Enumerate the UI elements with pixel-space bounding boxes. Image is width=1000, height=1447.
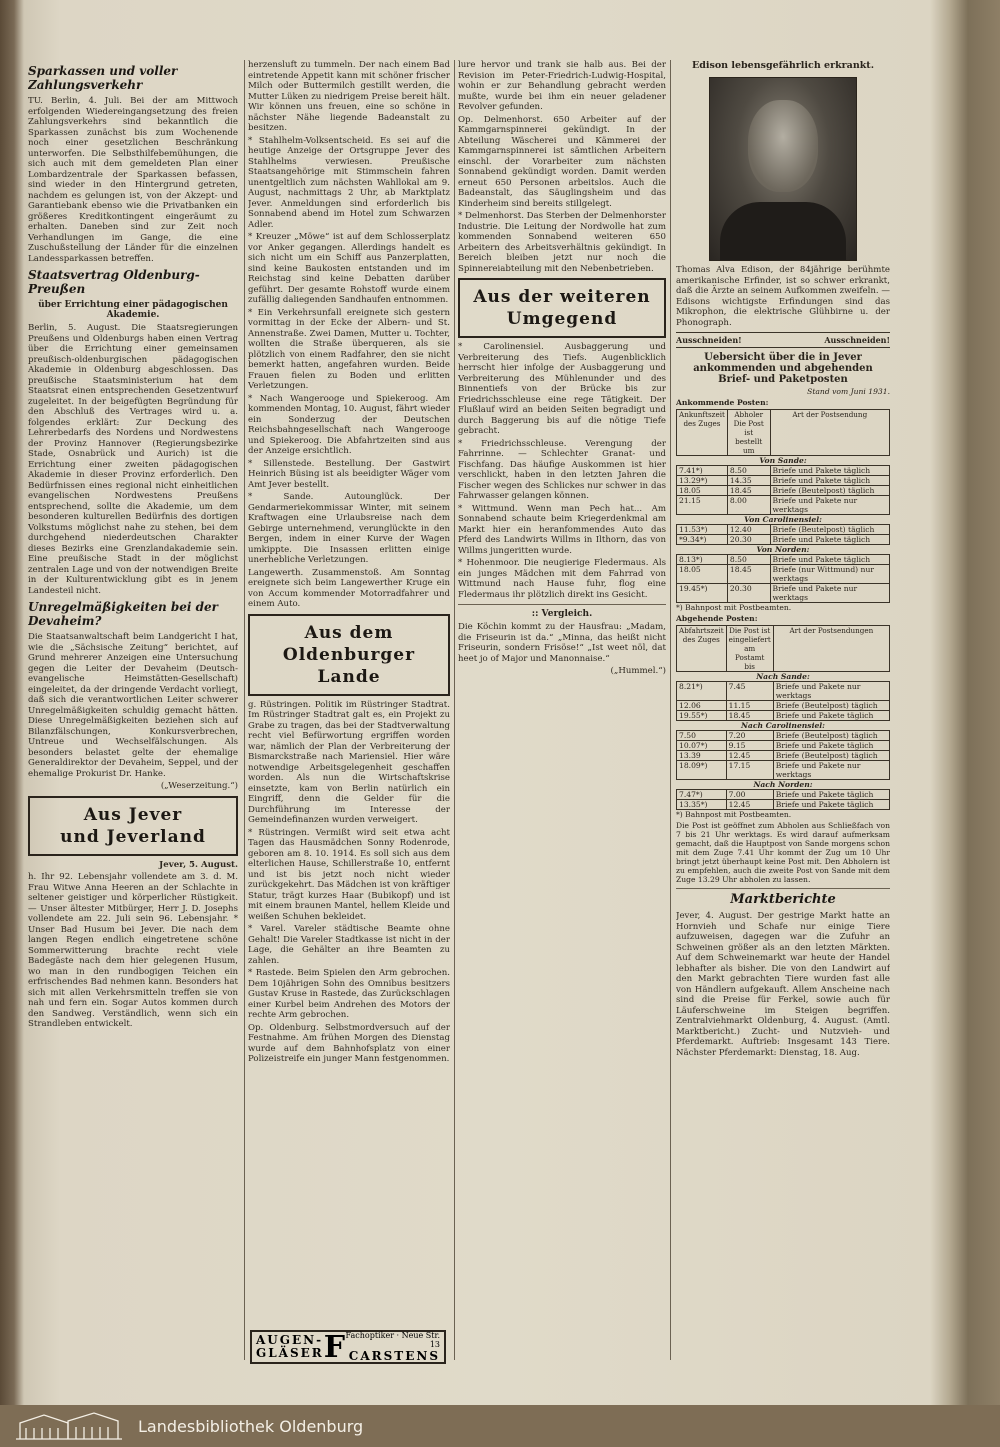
mail-type-cell: Briefe und Pakete nur werktags: [770, 584, 890, 603]
column-header: Die Post ist eingeliefert am Postamt bis: [726, 626, 773, 672]
article-text: * Wittmund. Wenn man Pech hat... Am Sonnabend schaute beim Kriegerdenkmal am Markt hier ein heranfommendes Auto das Pferd des Landwirts Willms in Ilthorn, das von Willms jungeritten wurde.: [458, 503, 666, 556]
schedule-row: [677, 555, 890, 565]
article-text: * Rüstringen. Vermißt wird seit etwa acht Tagen das Hausmädchen Sonny Rodenrode, geboren am 8. 10. 1914. Es soll sich aus dem elterlichen Hause, Schillerstraße 10, entfernt und ist bis jetzt noch nicht wieder zurückgekehrt. Das Mädchen ist von kräftiger Statur, trägt kurzes Haar (Bubikopf) und ist mit einem braunen Mantel, hellem Kleide und weißen Schuhen bekleidet.: [248, 827, 450, 922]
post-time-cell: 14.35: [727, 476, 770, 486]
train-time-cell: 21.15: [677, 496, 728, 515]
advert-line: GLÄSER: [256, 1346, 324, 1360]
headline: Staatsvertrag Oldenburg-Preußen: [28, 268, 200, 296]
divider: [458, 604, 666, 605]
post-time-cell: 8.50: [727, 555, 770, 565]
table-footnote: *) Bahnpost mit Postbeamten.: [676, 603, 792, 612]
train-time-cell: 13.39: [677, 751, 727, 761]
article-text: * Carolinensiel. Ausbaggerung und Verbreiterung des Tiefs. Augenblicklich herrscht hier infolge der Ausbaggerung und Verbreiterung des Mühlenunder und des Binnentiefs von der Brücke bis zur Friedrichsschleuse eine rege Tätigkeit. Der Flußlauf wird an beiden Seiten begradigt und durch Baggerung bis auf die nötige Tiefe gebracht.: [458, 342, 666, 436]
post-time-cell: 12.45: [726, 751, 773, 761]
article-text: * Varel. Vareler städtische Beamte ohne Gehalt! Die Vareler Stadtkasse ist nicht in der Lage, die Gehälter an ihre Beamten zu zahlen.: [248, 924, 450, 966]
mail-type-cell: Briefe und Pakete nur werktags: [770, 496, 890, 515]
route-section-row: [677, 721, 890, 731]
route-section-label: Nach Norden:: [677, 780, 890, 790]
train-time-cell: 8.21*): [677, 682, 727, 701]
schedule-row: [677, 761, 890, 780]
dateline: Jever, 5. August.: [159, 859, 238, 870]
mail-type-cell: Briefe und Pakete täglich: [773, 741, 889, 751]
optician-advert: [250, 1330, 446, 1364]
train-time-cell: 7.47*): [677, 790, 727, 800]
post-time-cell: 7.20: [726, 731, 773, 741]
advert-line: AUGEN-: [256, 1333, 324, 1347]
route-section-label: Nach Sande:: [677, 672, 890, 682]
post-time-cell: 18.45: [727, 486, 770, 496]
train-time-cell: 11.53*): [677, 525, 728, 535]
route-section-row: [677, 515, 890, 525]
section-title: Aus dem Oldenburger: [282, 622, 416, 665]
portrait-coat: [720, 202, 846, 260]
article-text: * Friedrichsschleuse. Verengung der Fahrrinne. — Schlechter Granat- und Fischfang. Das häufige Auskommen ist hier verschlickt, haben in den letzten Jahren die Fischer wegen des Schlickes nur schwer in das Fahrwasser gelangen können.: [458, 438, 666, 501]
column-rule: [670, 60, 671, 1360]
route-section-label: Nach Carolinensiel:: [677, 721, 890, 731]
article-text: Thomas Alva Edison, der 84jährige berühmte amerikanische Erfinder, ist so schwer erkrankt, daß die Ärzte an seinem Aufkommen zweifeln. — Edisons wichtigste Erfindungen sind das Mikrophon, die elektrische Glühbirne u. der Phonograph.: [676, 265, 890, 328]
schedule-row: [677, 751, 890, 761]
photo-caption: Edison lebensgefährlich erkrankt.: [691, 60, 875, 71]
schedule-row: [677, 790, 890, 800]
route-section-row: [677, 672, 890, 682]
article-text: Jever, 4. August. Der gestrige Markt hatte an Hornvieh und Schafe nur einige Tiere aufzuweisen, dagegen war die Zufuhr an Schweinen größer als an den letzten Märkten. Auf dem Schweinemarkt war heute der Handel lebhafter als bisher. Die von den Landwirt auf den Markt gebrachten Tiere wurden fast alle von Händlern aufgekauft. Allem Anscheine nach sind die Preise für Ferkel, sowie auch für Läuferschweine im Steigen begriffen. Zentralviehmarkt Oldenburg, 4. August. (Amtl. Marktbericht.) Zucht- und Nutzvieh- und Pferdemarkt. Auftrieb: Insgesamt 143 Tiere. Nächster Pferdemarkt: Dienstag, 18. Aug.: [676, 911, 890, 1058]
schedule-row: [677, 711, 890, 721]
train-time-cell: 13.35*): [677, 800, 727, 810]
mail-type-cell: Briefe und Pakete täglich: [770, 466, 890, 476]
edison-portrait-photo: [709, 77, 857, 261]
train-time-cell: 7.50: [677, 731, 727, 741]
train-time-cell: 10.07*): [677, 741, 727, 751]
article-text: * Sillenstede. Bestellung. Der Gastwirt Heinrich Büsing ist als beeidigter Wäger vom Amt Jever bestellt.: [248, 458, 450, 490]
mail-type-cell: Briefe und Pakete täglich: [770, 555, 890, 565]
article-text: * Sande. Autounglück. Der Gendarmeriekommissar Winter, mit seinem Kraftwagen eine Urlaubsreise nach dem Gebirge unternehmend, verunglückte in den Bergen, indem in einer Kurve der Wagen umkippte. Die Insassen erlitten einige unerhebliche Verletzungen.: [248, 492, 450, 565]
post-time-cell: 8.50: [727, 466, 770, 476]
column-header: Art der Postsendungen: [773, 626, 889, 672]
train-time-cell: 12.06: [677, 701, 727, 711]
post-time-cell: 7.00: [726, 790, 773, 800]
train-time-cell: 19.45*): [677, 584, 728, 603]
route-section-row: [677, 456, 890, 466]
departures-table: [676, 625, 890, 810]
article-text: * Delmenhorst. Das Sterben der Delmenhorster Industrie. Die Leitung der Nordwolle hat zum kommenden Sonnabend weiteren 650 Arbeitern des Arbeitsverhältnis gekündigt. In Bereich bleiben jetzt nur noch die Spinnereiabteilung mit den Nebenbetrieben.: [458, 211, 666, 274]
article-text: * Stahlhelm-Volksentscheid. Es sei auf die heutige Anzeige der Ortsgruppe Jever des Stahlhelms verwiesen. Preußische Staatsangehörige mit Stimmschein fahren unentgeltlich zum nächsten Wahllokal am 9. August, nachmittags 2 Uhr, ab Marktplatz Jever. Anmeldungen sind erforderlich bis Sonnabend abend im Hotel zum Schwarzen Adler.: [248, 135, 450, 230]
post-time-cell: 7.45: [726, 682, 773, 701]
section-title: Aus Jever: [83, 804, 183, 825]
mail-type-cell: Briefe und Pakete täglich: [770, 476, 890, 486]
departures-rows: [677, 672, 890, 810]
schedule-row: [677, 486, 890, 496]
source-credit: („Hummel.“): [610, 666, 666, 676]
column-3: [458, 60, 666, 1387]
post-time-cell: 20.30: [727, 584, 770, 603]
mail-type-cell: Briefe (nur Wittmund) nur werktags: [770, 565, 890, 584]
post-schedule-date: Stand vom Juni 1931.: [807, 387, 890, 396]
post-time-cell: 18.45: [726, 711, 773, 721]
scissors-label: Ausschneiden!: [676, 335, 742, 345]
post-time-cell: 12.40: [727, 525, 770, 535]
train-time-cell: 8.13*): [677, 555, 728, 565]
column-4: [676, 60, 890, 1387]
schedule-note: Die Post ist geöffnet zum Abholen aus Schließfach von 7 bis 21 Uhr werktags. Es wird darauf aufmerksam gemacht, daß die Hauptpost von Sande morgens schon mit dem Zuge 7.41 Uhr kommt der Zug um 10 Uhr bringt jetzt überhaupt keine Post mit. Den Abholern ist zu empfehlen, auch die zweite Post von Sande mit dem Zuge 13.29 Uhr abholen zu lassen.: [676, 821, 890, 884]
article-text: h. Ihr 92. Lebensjahr vollendete am 3. d. M. Frau Witwe Anna Heeren an der Schlachte in seltener geistiger und körperlicher Rüstigkeit. — Unser ältester Mitbürger, Herr J. D. Josephs vollendete am 22. Juli sein 96. Lebensjahr. * Unser Bad Husum bei Jever. Die nach dem langen Regen endlich eingetretene schöne Sommerwitterung brachte recht viele Badegäste nach dem hier gelegenen Husum, wo man in den rundbogigen Teichen ein erfrischendes Bad nehmen kann. Besonders hat sich mit allen Verkehrsmitteln treffen sie von nah und fern ein. Sogar Autos kommen durch den Sandweg. Verständlich, wenn sich ein Strandleben entwickelt.: [28, 872, 238, 1029]
mail-type-cell: Briefe und Pakete täglich: [773, 711, 889, 721]
article-text: Op. Oldenburg. Selbstmordversuch auf der Festnahme. Am frühen Morgen des Dienstag wurde auf dem Bahnhofsplatz von einer Polizeistreife ein junger Mann festgenommen.: [248, 1022, 450, 1064]
schedule-row: [677, 731, 890, 741]
article-text: * Hohenmoor. Die neugierige Fledermaus. Als ein junges Mädchen mit dem Fahrrad von Wittmund nach Hause fuhr, flog eine Fledermaus ihr plötzlich direkt ins Gesicht.: [458, 558, 666, 600]
mail-type-cell: Briefe (Beutelpost) täglich: [770, 486, 890, 496]
cutout-bar: [676, 332, 890, 348]
train-time-cell: 18.05: [677, 486, 728, 496]
article-text: * Ein Verkehrsunfall ereignete sich gestern vormittag in der Ecke der Albern- und St. Annenstraße. Zwei Damen, Mutter u. Tochter, wollten die Straße überqueren, als sie plötzlich von einem Radfahrer, den sie nicht bemerkt hatten, angefahren wurden. Beide Frauen fielen zu Boden und erlitten Verletzungen.: [248, 307, 450, 391]
post-time-cell: 11.15: [726, 701, 773, 711]
mail-type-cell: Briefe (Beutelpost) täglich: [770, 525, 890, 535]
article-text: Die Staatsanwaltschaft beim Landgericht I hat, wie die „Sächsische Zeitung“ berichtet, auf Grund mehrerer Anzeigen eine Untersuchung gegen die Leiter der Devaheim (Deutsch-evangelische Heimstätten-Gesellschaft) eingeleitet, da der dringende Verdacht vorliegt, daß sich die verantwortlichen Leiter schwerer Unregelmäßigkeiten schuldig gemacht hätten. Diese Unregelmäßigkeiten beziehen sich auf Bilanzfälschungen, Konkursverbrechen, Untreue und Wechselfälschungen. Als besonders belastet gelte der ehemalige Generaldirektor der Devaheim, Seppel, und der ehemalige Prokurist Dr. Hanke.: [28, 632, 238, 779]
headline: Unregelmäßigkeiten bei der Devaheim?: [28, 600, 218, 628]
column-header: Abfahrtszeit des Zuges: [677, 626, 727, 672]
section-header-box: [458, 278, 666, 338]
column-rule: [244, 60, 245, 1360]
source-credit: („Weserzeitung.“): [160, 781, 238, 791]
route-section-row: [677, 780, 890, 790]
divider: [676, 888, 890, 889]
post-time-cell: 18.45: [727, 565, 770, 584]
route-section-row: [677, 545, 890, 555]
advert-right: [345, 1331, 440, 1363]
column-2: [248, 60, 450, 1387]
column-header: Abholer Die Post ist bestellt um: [727, 410, 770, 456]
schedule-row: [677, 496, 890, 515]
mail-type-cell: Briefe (Beutelpost) täglich: [773, 701, 889, 711]
train-time-cell: 18.05: [677, 565, 728, 584]
schedule-row: [677, 682, 890, 701]
train-time-cell: 18.09*): [677, 761, 727, 780]
mail-type-cell: Briefe und Pakete täglich: [773, 800, 889, 810]
mail-type-cell: Briefe und Pakete täglich: [773, 790, 889, 800]
subheadline: über Errichtung einer pädagogischen Akademie.: [38, 300, 228, 320]
schedule-row: [677, 584, 890, 603]
mail-type-cell: Briefe und Pakete nur werktags: [773, 682, 889, 701]
arrivals-rows: [677, 456, 890, 603]
binding-edge: [0, 0, 22, 1447]
subheadline: :: Vergleich.: [531, 609, 593, 619]
train-time-cell: *9.34*): [677, 535, 728, 545]
post-schedule-title: Uebersicht über die in Jever ankommenden und abgehenden Brief- und Paketposten: [693, 352, 873, 385]
portrait-face: [748, 100, 818, 192]
schedule-row: [677, 565, 890, 584]
article-text: Berlin, 5. August. Die Staatsregierungen Preußens und Oldenburgs haben einen Vertrag über die Errichtung einer gemeinsamen preußisch-oldenburgischen pädagogischen Akademie in Oldenburg abgeschlossen. Das preußische Staatsministerium hat dem Staatsrat einen entsprechenden Gesetzentwurf zugeleitet. In der beigefügten Begründung für den Abschluß des Vertrages wird u. a. folgendes erklärt: Zur Deckung des Lehrerbedarfs des Nordens und Nordwestens der Provinz Hannover (Regierungsbezirke Stade, Osnabrück und Aurich) ist die Errichtung einer zweiten pädagogischen Akademie in dieser Provinz erforderlich. Den Bedürfnissen eines regional nicht einheitlichen evangelischen Nordwestens Preußens entsprechend, sollte die Akademie, um dem besonderen kulturellen Bedürfnis des dortigen Volkstums möglichst nahe zu stehen, bei dem durchgehend niederdeutschen Charakter dieses Bezirks eine Grenzlandakademie sein. Eine preußische Stadt in der möglichst zentralen Lage und von der notwendigen Breite in der Kulturentwicklung gibt es in jenem Landesteil nicht.: [28, 323, 238, 596]
section-header-box: [28, 796, 238, 856]
train-time-cell: 19.55*): [677, 711, 727, 721]
library-banner: [0, 1405, 1000, 1447]
schedule-row: [677, 741, 890, 751]
mail-type-cell: Briefe und Pakete nur werktags: [773, 761, 889, 780]
article-text: herzensluft zu tummeln. Der nach einem Bad eintretende Appetit kann mit schöner frischer Milch oder Buttermilch gestillt werden, die Mutter Lüken zu niedrigem Preise bereit hält. Wir können uns freuen, eine so schöne in nächster Nähe liegende Badeanstalt zu besitzen.: [248, 60, 450, 133]
route-section-label: Von Sande:: [677, 456, 890, 466]
section-title: und Jeverland: [60, 826, 206, 847]
schedule-row: [677, 476, 890, 486]
schedule-row: [677, 525, 890, 535]
article-text: Die Köchin kommt zu der Hausfrau: „Madam, die Friseurin ist da.“ „Minna, das heißt nicht Friseurin, sondern Frisöse!“ „Ist weet nöl, dat heet jo of Major und Manonnaise.“: [458, 622, 666, 664]
departures-heading: Abgehende Posten:: [676, 614, 758, 623]
article-text: Langewerth. Zusammenstoß. Am Sonntag ereignete sich beim Langewerther Kruge ein von Accum kommender Motorradfahrer und einem Auto.: [248, 567, 450, 609]
library-building-icon: [14, 1411, 124, 1441]
article-text: TU. Berlin, 4. Juli. Bei der am Mittwoch erfolgenden Wiedereingangsetzung des freien Zahlungsverkehrs sind bekanntlich die Sparkassen zunächst bis zum Wochenende noch einer gesetzlichen Beschränkung unterworfen. Die Selbsthilfebemühungen, die sich auch mit dem gemeldeten Plan einer Lombardzentrale der Sparkassen befassen, sind wieder in den Hintergrund getreten, nachdem es gelungen ist, von der Akzept- und Garantiebank ebenso wie die Privatbanken ein größeres Kreditkontingent eingeräumt zu erhalten. Daneben sind zur Zeit noch Verhandlungen im Gange, die eine Zuschußstellung der Länder für die einzelnen Landessparkassen betreffen.: [28, 96, 238, 264]
headline: Marktberichte: [730, 892, 836, 907]
route-section-label: Von Norden:: [677, 545, 890, 555]
scissors-label: Ausschneiden!: [824, 335, 890, 345]
section-title: Lande: [317, 666, 381, 687]
mail-type-cell: Briefe (Beutelpost) täglich: [773, 731, 889, 741]
arrivals-heading: Ankommende Posten:: [676, 398, 769, 407]
article-text: g. Rüstringen. Politik im Rüstringer Stadtrat. Im Rüstringer Stadtrat galt es, ein Projekt zu Grabe zu tragen, das bei der Stadtverwaltung recht viel Befürwortung ergriffen worden war, nämlich der Plan der Verbreiterung der Bismarckstraße nach Mariensiel. Hier wäre notwendige Arbeitsgelegenheit geschaffen worden. Als nun die Wirtschaftskrise einsetzte, kam von Berlin natürlich ein Eingriff, denn die Gelder für die Durchführung im Interesse der Gemeindefinanzen wurden verweigert.: [248, 699, 450, 825]
column-header: Ankunftszeit des Zuges: [677, 410, 728, 456]
article-text: lure hervor und trank sie halb aus. Bei der Revision im Peter-Friedrich-Ludwig-Hospital, wohin er zur Behandlung gebracht werden mußte, wurde bei ihm ein neuer geladener Revolver gefunden.: [458, 60, 666, 112]
schedule-row: [677, 800, 890, 810]
mail-type-cell: Briefe und Pakete täglich: [770, 535, 890, 545]
schedule-row: [677, 701, 890, 711]
mail-type-cell: Briefe (Beutelpost) täglich: [773, 751, 889, 761]
advert-name: CARSTENS: [348, 1349, 440, 1363]
advert-address: Fachoptiker · Neue Str. 13: [345, 1331, 440, 1349]
advert-mark: F: [323, 1329, 346, 1365]
post-time-cell: 8.00: [727, 496, 770, 515]
column-1: [28, 60, 238, 1387]
column-rule: [454, 60, 455, 1360]
train-time-cell: 7.41*): [677, 466, 728, 476]
table-footnote: *) Bahnpost mit Postbeamten.: [676, 810, 792, 819]
schedule-row: [677, 535, 890, 545]
post-time-cell: 9.15: [726, 741, 773, 751]
schedule-row: [677, 466, 890, 476]
post-time-cell: 20.30: [727, 535, 770, 545]
article-text: * Rastede. Beim Spielen den Arm gebrochen. Dem 10jährigen Sohn des Omnibus besitzers Gustav Kruse in Rastede, das Zurückschlagen einer Kurbel beim Andrehen des Motors der rechte Arm gebrochen.: [248, 968, 450, 1020]
train-time-cell: 13.29*): [677, 476, 728, 486]
post-time-cell: 17.15: [726, 761, 773, 780]
headline: Sparkassen und voller Zahlungsverkehr: [28, 64, 178, 92]
arrivals-table: [676, 409, 890, 603]
library-name: Landesbibliothek Oldenburg: [138, 1416, 364, 1436]
advert-left: [256, 1334, 324, 1360]
section-header-box: [248, 614, 450, 696]
article-text: * Nach Wangerooge und Spiekeroog. Am kommenden Montag, 10. August, fährt wieder ein Sonderzug der Deutschen Reichsbahngesellschaft nach Wangerooge und Spiekeroog. Die Abfahrtzeiten sind aus der Anzeige ersichtlich.: [248, 393, 450, 456]
article-text: * Kreuzer „Möwe“ ist auf dem Schlosserplatz vor Anker gegangen. Allerdings handelt es sich nicht um ein Schiff aus Panzerplatten, sind keine Baukosten entstanden und im Reichstag sind keine Debatten darüber geführt. Der gesamte Rohstoff wurde einem zufällig daliegenden Sandhaufen entnommen.: [248, 232, 450, 305]
section-title: Umgegend: [506, 309, 618, 329]
post-time-cell: 12.45: [726, 800, 773, 810]
column-header: Art der Postsendung: [770, 410, 890, 456]
route-section-label: Von Carolinensiel:: [677, 515, 890, 525]
article-text: Op. Delmenhorst. 650 Arbeiter auf der Kammgarnspinnerei gekündigt. In der Abteilung Wäscherei und Kämmerei der Kammgarnspinnerei ist sämtlichen Arbeitern einschl. der Vorarbeiter zum nächsten Sonnabend gekündigt worden. Damit werden erneut 650 Personen arbeitslos. Auch die Badeanstalt, das Säuglingsheim und das Kinderheim sind bereits stillgelegt.: [458, 114, 666, 209]
section-title: Aus der weiteren: [473, 287, 651, 307]
